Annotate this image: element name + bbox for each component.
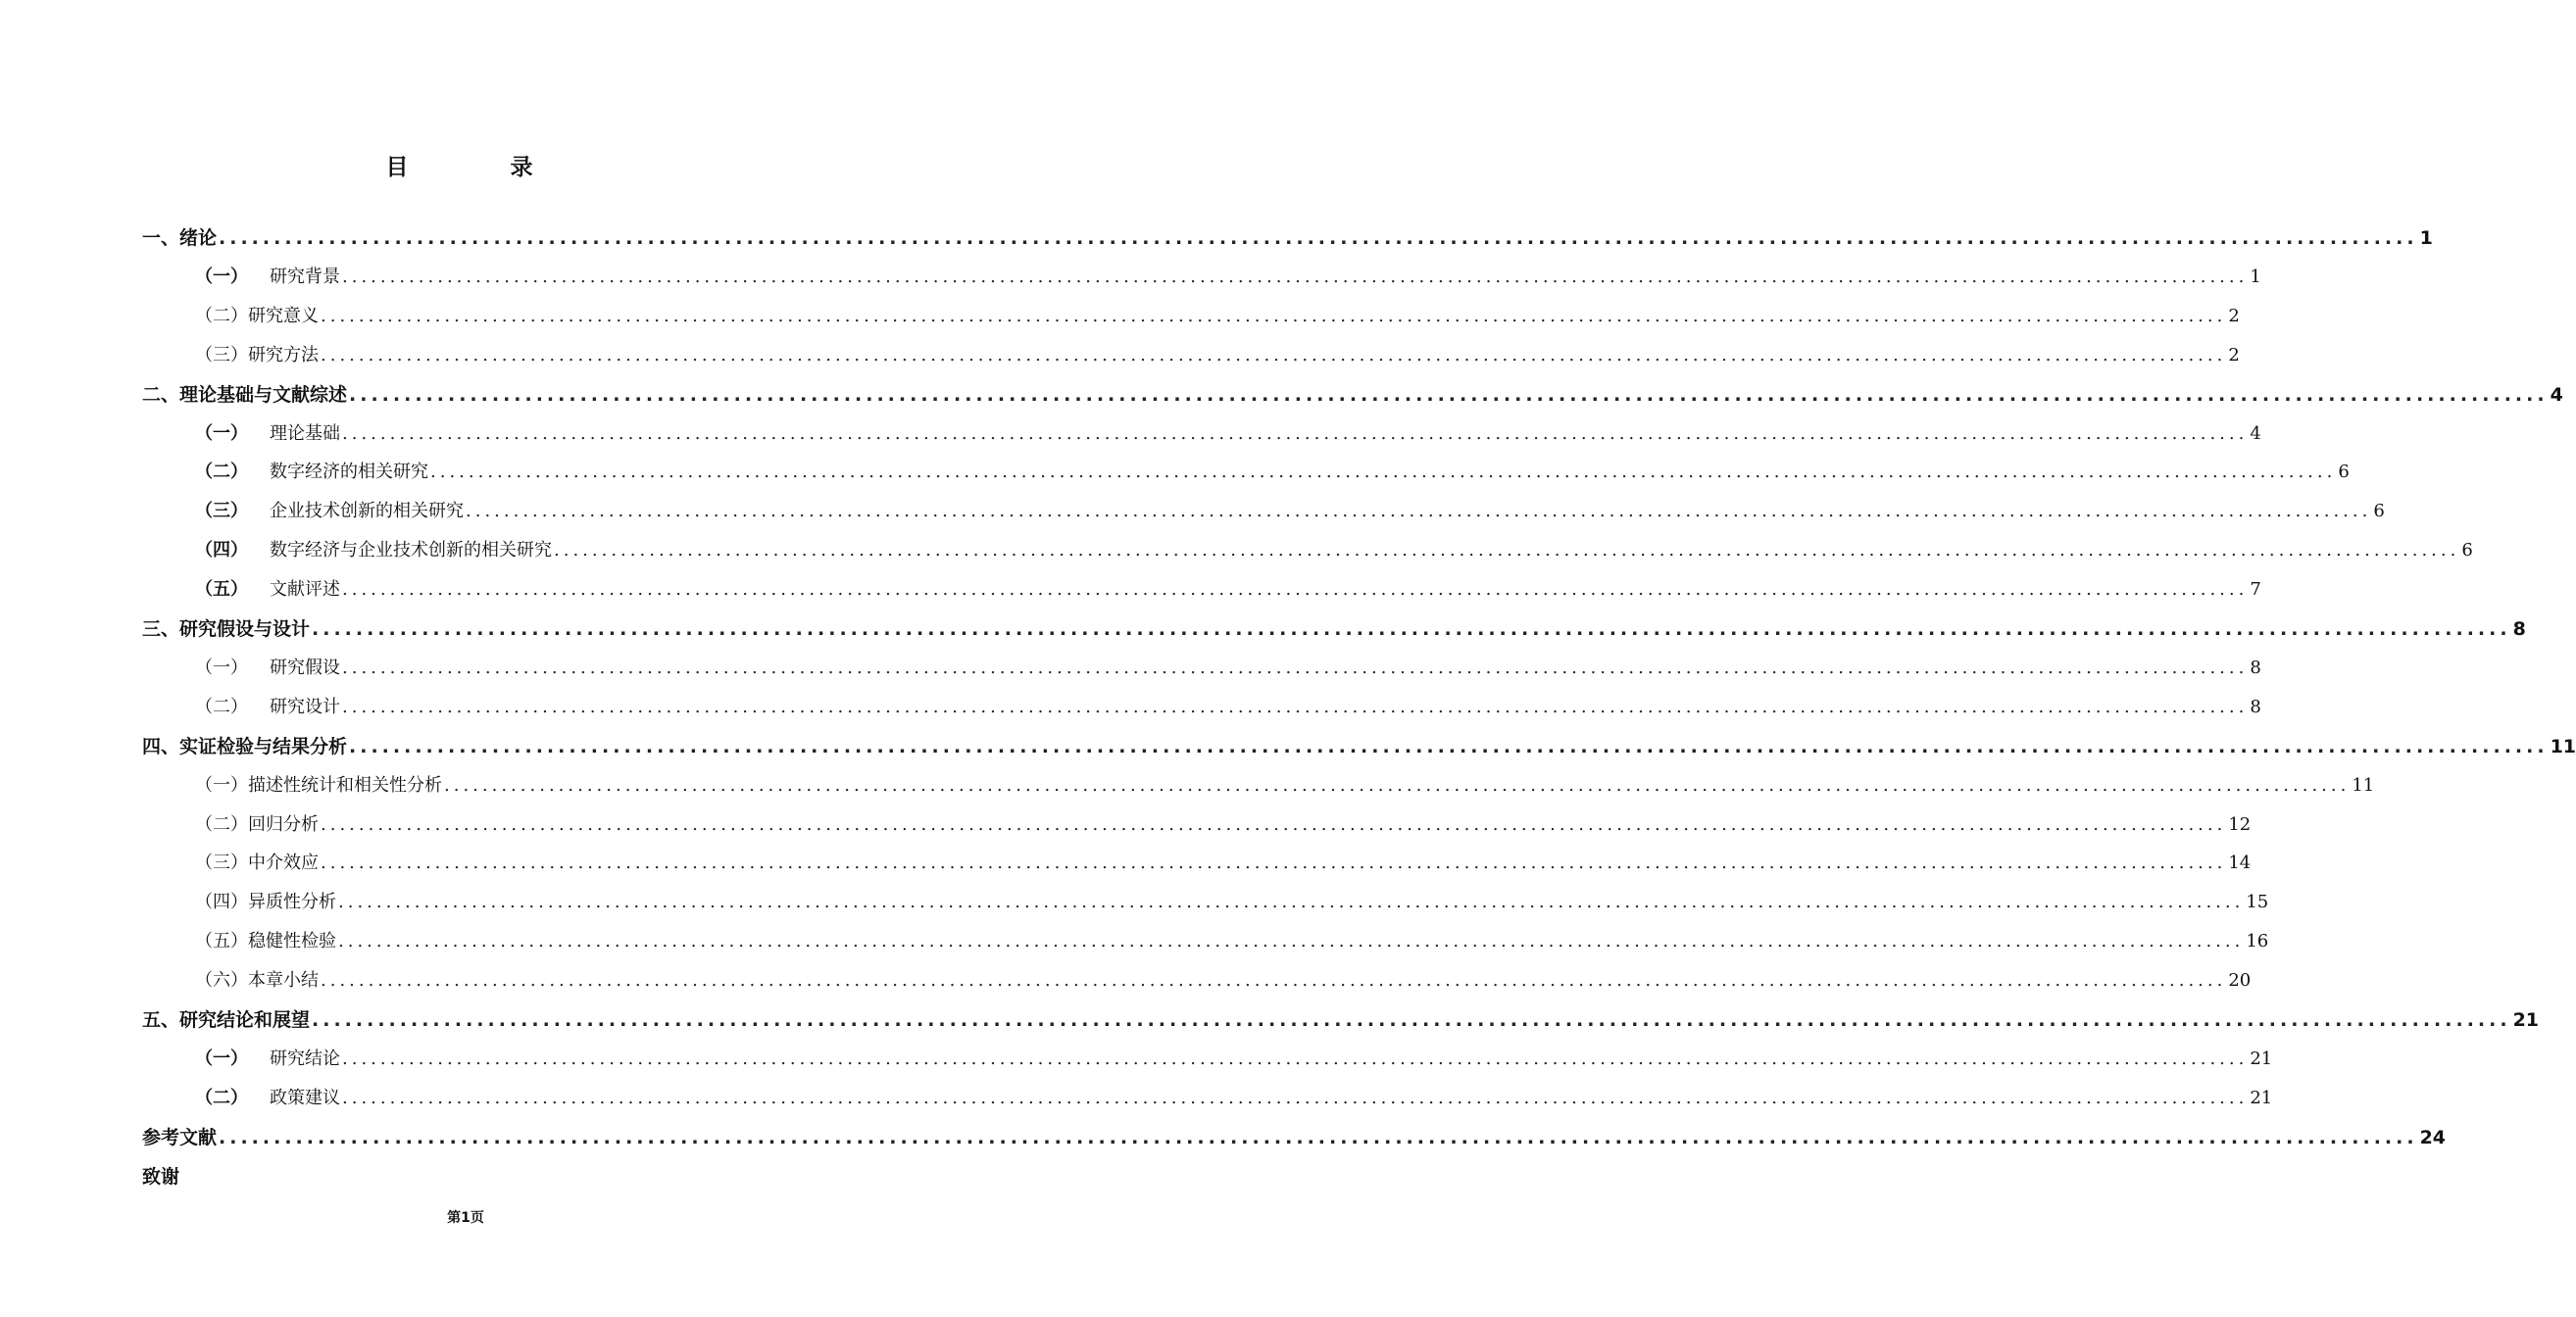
- toc-chapter-entry[interactable]: [142, 223, 2433, 253]
- toc-leader-dots: ........................................................................................................................................................................................................: [321, 344, 2227, 366]
- toc-section-entry[interactable]: [195, 771, 2375, 801]
- page-number-footer: 第1页: [447, 1210, 484, 1226]
- toc-leader-dots: ........................................................................................................................................................................................................: [466, 501, 2372, 522]
- toc-page-number: 6: [2373, 501, 2385, 522]
- toc-entry-title: （一）描述性统计和相关性分析: [195, 774, 442, 796]
- toc-entry-title: （五）稳健性检验: [195, 931, 336, 952]
- toc-page-number: 8: [2250, 657, 2261, 678]
- toc-page-number: 2: [2228, 305, 2240, 326]
- toc-entry-title: 研究结论: [270, 1048, 340, 1069]
- toc-entry-title: 数字经济与企业技术创新的相关研究: [270, 540, 552, 561]
- toc-section-entry[interactable]: [195, 849, 2252, 878]
- toc-leader-dots: ........................................................................................................................................................................................................: [444, 774, 2351, 796]
- toc-chapter-entry[interactable]: [142, 1162, 819, 1192]
- toc-page-number: 6: [2461, 540, 2473, 561]
- toc-entry-title: 理论基础: [270, 422, 340, 444]
- toc-section-entry[interactable]: [195, 654, 2261, 683]
- toc-page-number: 12: [2228, 813, 2252, 835]
- toc-leader-dots: ........................................................................................................................................................................................................: [321, 305, 2227, 326]
- toc-page-number: 21: [2250, 1087, 2273, 1108]
- toc-page-number: 6: [2338, 462, 2350, 483]
- toc-section-entry[interactable]: [195, 341, 2240, 370]
- toc-page-number: 15: [2246, 892, 2269, 913]
- toc-leader-dots: ........................................................................................................................................................................................................: [338, 892, 2245, 913]
- toc-entry-number: （一）: [195, 1048, 248, 1069]
- toc-leader-dots: ........................................................................................................................................................................................................: [349, 735, 2549, 757]
- toc-page-number: 14: [2228, 853, 2252, 874]
- toc-entry-title: 参考文献: [142, 1126, 218, 1148]
- toc-entry-number: （一）: [195, 422, 248, 444]
- toc-page-number: 21: [2512, 1009, 2540, 1031]
- toc-chapter-entry[interactable]: [142, 380, 2563, 410]
- toc-page-number: 20: [2228, 970, 2252, 992]
- toc-leader-dots: ........................................................................................................................................................................................................: [430, 462, 2337, 483]
- toc-entry-number: （二）: [195, 1087, 248, 1108]
- toc-entry-title: （三）中介效应: [195, 853, 319, 874]
- toc-page-number: 1: [2250, 266, 2261, 287]
- toc-leader-dots: ........................................................................................................................................................................................................: [342, 1048, 2249, 1069]
- toc-chapter-entry[interactable]: [142, 1005, 2540, 1035]
- toc-page-number: 8: [2250, 696, 2261, 717]
- toc-page-number: 2: [2228, 344, 2240, 366]
- toc-chapter-entry[interactable]: [142, 732, 2576, 761]
- toc-page-number: 24: [2419, 1126, 2447, 1148]
- toc-chapter-entry[interactable]: [142, 1123, 2447, 1152]
- toc-leader-dots: ........................................................................................................................................................................................................: [321, 813, 2227, 835]
- toc-leader-dots: ........................................................................................................................................................................................................: [342, 266, 2249, 287]
- toc-page-number: 11: [2550, 735, 2576, 757]
- toc-entry-title: 四、实证检验与结果分析: [142, 735, 348, 757]
- toc-page-number: 11: [2352, 774, 2375, 796]
- toc-page-number: 21: [2250, 1048, 2273, 1069]
- toc-chapter-entry[interactable]: [142, 614, 2526, 644]
- toc-section-entry[interactable]: [195, 302, 2240, 331]
- toc-section-entry[interactable]: [195, 263, 2261, 292]
- toc-entry-title: （四）异质性分析: [195, 892, 336, 913]
- toc-entry-title: 一、绪论: [142, 227, 218, 249]
- toc-section-entry[interactable]: [195, 693, 2261, 722]
- toc-leader-dots: ........................................................................................................................................................................................................: [219, 1126, 2418, 1148]
- toc-leader-dots: ........................................................................................................................................................................................................: [219, 227, 2418, 249]
- toc-leader-dots: ........................................................................................................................................................................................................: [312, 618, 2511, 640]
- toc-leader-dots: ........................................................................................................................................................................................................: [342, 422, 2249, 444]
- toc-section-entry[interactable]: [195, 927, 2269, 956]
- toc-entry-title: （二）研究意义: [195, 305, 319, 326]
- toc-section-entry[interactable]: [195, 458, 2350, 487]
- toc-leader-dots: ........................................................................................................................................................................................................: [349, 383, 2549, 406]
- toc-section-entry[interactable]: [195, 497, 2385, 526]
- toc-leader-dots: ........................................................................................................................................................................................................: [342, 1087, 2249, 1108]
- toc-entry-title: （二）回归分析: [195, 813, 319, 835]
- toc-entry-number: （一）: [195, 266, 248, 287]
- toc-leader-dots: ........................................................................................................................................................................................................: [342, 579, 2249, 601]
- toc-entry-number: （五）: [195, 579, 248, 601]
- toc-section-entry[interactable]: [195, 1084, 2273, 1113]
- toc-entry-number: （四）: [195, 540, 248, 561]
- toc-section-entry[interactable]: [195, 810, 2252, 840]
- toc-entry-title: 研究假设: [270, 657, 340, 678]
- toc-page-number: 7: [2250, 579, 2261, 601]
- toc-entry-number: （二）: [195, 462, 248, 483]
- toc-section-entry[interactable]: [195, 536, 2473, 565]
- toc-entry-title: 二、理论基础与文献综述: [142, 383, 348, 406]
- toc-leader-dots: ........................................................................................................................................................................................................: [321, 853, 2227, 874]
- toc-section-entry[interactable]: [195, 888, 2269, 917]
- toc-leader-dots: ........................................................................................................................................................................................................: [312, 1009, 2511, 1031]
- toc-leader-dots: ........................................................................................................................................................................................................: [338, 931, 2245, 952]
- toc-page-number: 1: [2419, 227, 2433, 249]
- toc-entry-title: 文献评述: [270, 579, 340, 601]
- toc-page-number: 4: [2250, 422, 2261, 444]
- toc-entry-title: 研究背景: [270, 266, 340, 287]
- toc-leader-dots: ........................................................................................................................................................................................................: [321, 970, 2227, 992]
- toc-title: 目 录: [385, 155, 580, 180]
- toc-page-number: 4: [2550, 383, 2563, 406]
- toc-entry-title: 三、研究假设与设计: [142, 618, 311, 640]
- toc-leader-dots: ........................................................................................................................................................................................................: [342, 696, 2249, 717]
- toc-entry-number: （二）: [195, 696, 248, 717]
- toc-entry-number: （一）: [195, 657, 248, 678]
- toc-section-entry[interactable]: [195, 419, 2261, 449]
- toc-section-entry[interactable]: [195, 1045, 2273, 1074]
- toc-entry-title: （三）研究方法: [195, 344, 319, 366]
- toc-entry-title: （六）本章小结: [195, 970, 319, 992]
- toc-leader-dots: ........................................................................................................................................................................................................: [342, 657, 2249, 678]
- toc-entry-title: 企业技术创新的相关研究: [270, 501, 464, 522]
- toc-leader-dots: ........................................................................................................................................................................................................: [554, 540, 2460, 561]
- toc-section-entry[interactable]: [195, 966, 2252, 996]
- toc-entry-title: 致谢: [142, 1165, 180, 1188]
- toc-entry-number: （三）: [195, 501, 248, 522]
- toc-section-entry[interactable]: [195, 575, 2261, 605]
- toc-page-number: 8: [2512, 618, 2526, 640]
- toc-entry-title: 数字经济的相关研究: [270, 462, 428, 483]
- toc-entry-title: 研究设计: [270, 696, 340, 717]
- toc-entry-title: 政策建议: [270, 1087, 340, 1108]
- toc-entry-title: 五、研究结论和展望: [142, 1009, 311, 1031]
- toc-page-number: 16: [2246, 931, 2269, 952]
